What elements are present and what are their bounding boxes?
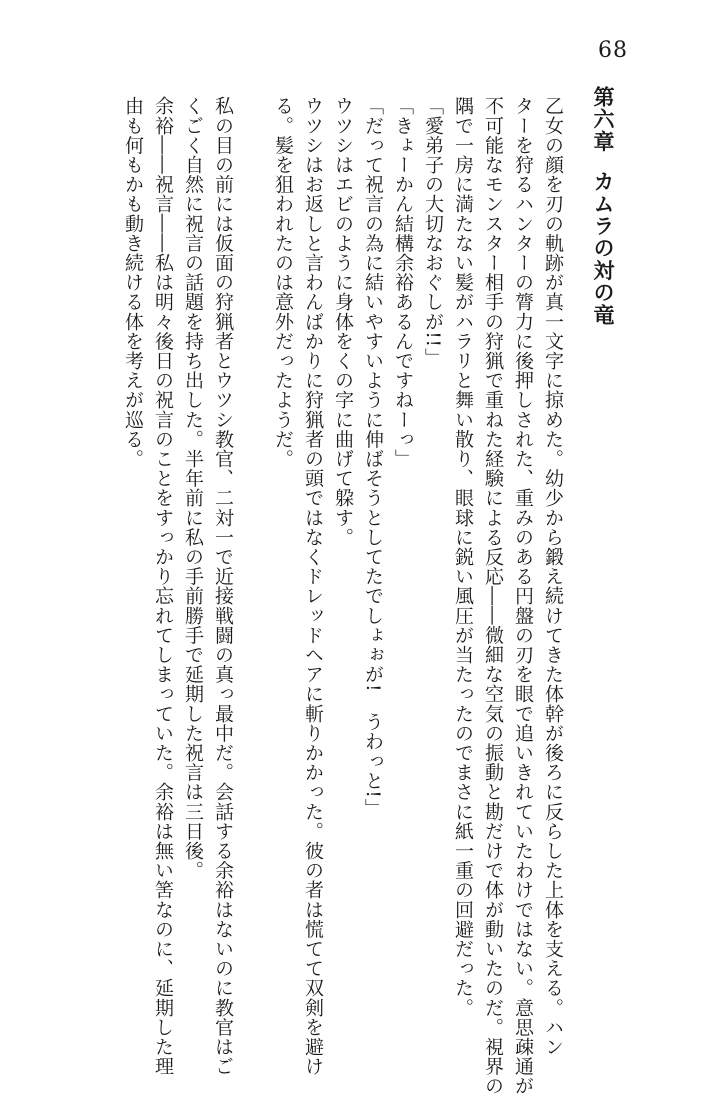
chapter-number: 第六章	[591, 86, 616, 153]
text-line: ウツシはお返しと言わんばかりに狩猟者の頭ではなくドレッドヘアに斬りかかった。彼の者は慌てて双剣を避け	[302, 96, 324, 1076]
text-line: 「きょーかん結構余裕あるんですねーっ」	[392, 96, 414, 469]
text-line: 不可能なモンスター相手の狩猟で重ねた経験による反応――微細な空気の振動と勘だけで体が動いたのだ。視界の	[482, 96, 504, 1096]
text-line: 由も何もかも動き続ける体を考えが巡る。	[122, 96, 144, 469]
text-line: 余裕――祝言――私は明々後日の祝言のことをすっかり忘れてしまっていた。余裕は無い筈なのに、延期した理	[152, 96, 174, 1076]
chapter-title	[593, 86, 614, 326]
page-number: 68	[598, 38, 628, 63]
text-line: 乙女の顔を刃の軌跡が真一文字に掠めた。幼少から鍛え続けてきた体幹が後ろに反らした上体を支える。ハン	[542, 96, 564, 1057]
text-line: る。髪を狙われたのは意外だったようだ。	[272, 96, 294, 469]
chapter-name: カムラの対の竜	[591, 170, 616, 327]
text-line: 「だって祝言の為に結いやすいように伸ばそうとしてたでしょぉが! うわっと!」	[362, 96, 384, 819]
text-line: ターを狩るハンターの膂力に後押しされた、重みのある円盤の刃を眼で追いきれていたわけではない。意思疎通が	[512, 96, 534, 1096]
text-line: ウツシはエビのように身体をくの字に曲げて躱す。	[332, 96, 354, 547]
text-line: くごく自然に祝言の話題を持ち出した。半年前に私の手前勝手で延期した祝言は三日後。	[182, 96, 204, 880]
text-line: 私の目の前には仮面の狩猟者とウツシ教官、二対一で近接戦闘の真っ最中だ。会話する余裕はないのに教官はご	[212, 96, 234, 1076]
text-line: 「愛弟子の大切なおぐしが!!」	[422, 96, 444, 368]
text-line: 隅で一房に満たない髪がハラリと舞い散り、眼球に鋭い風圧が当たったのでまさに紙一重の回避だった。	[452, 96, 474, 1018]
